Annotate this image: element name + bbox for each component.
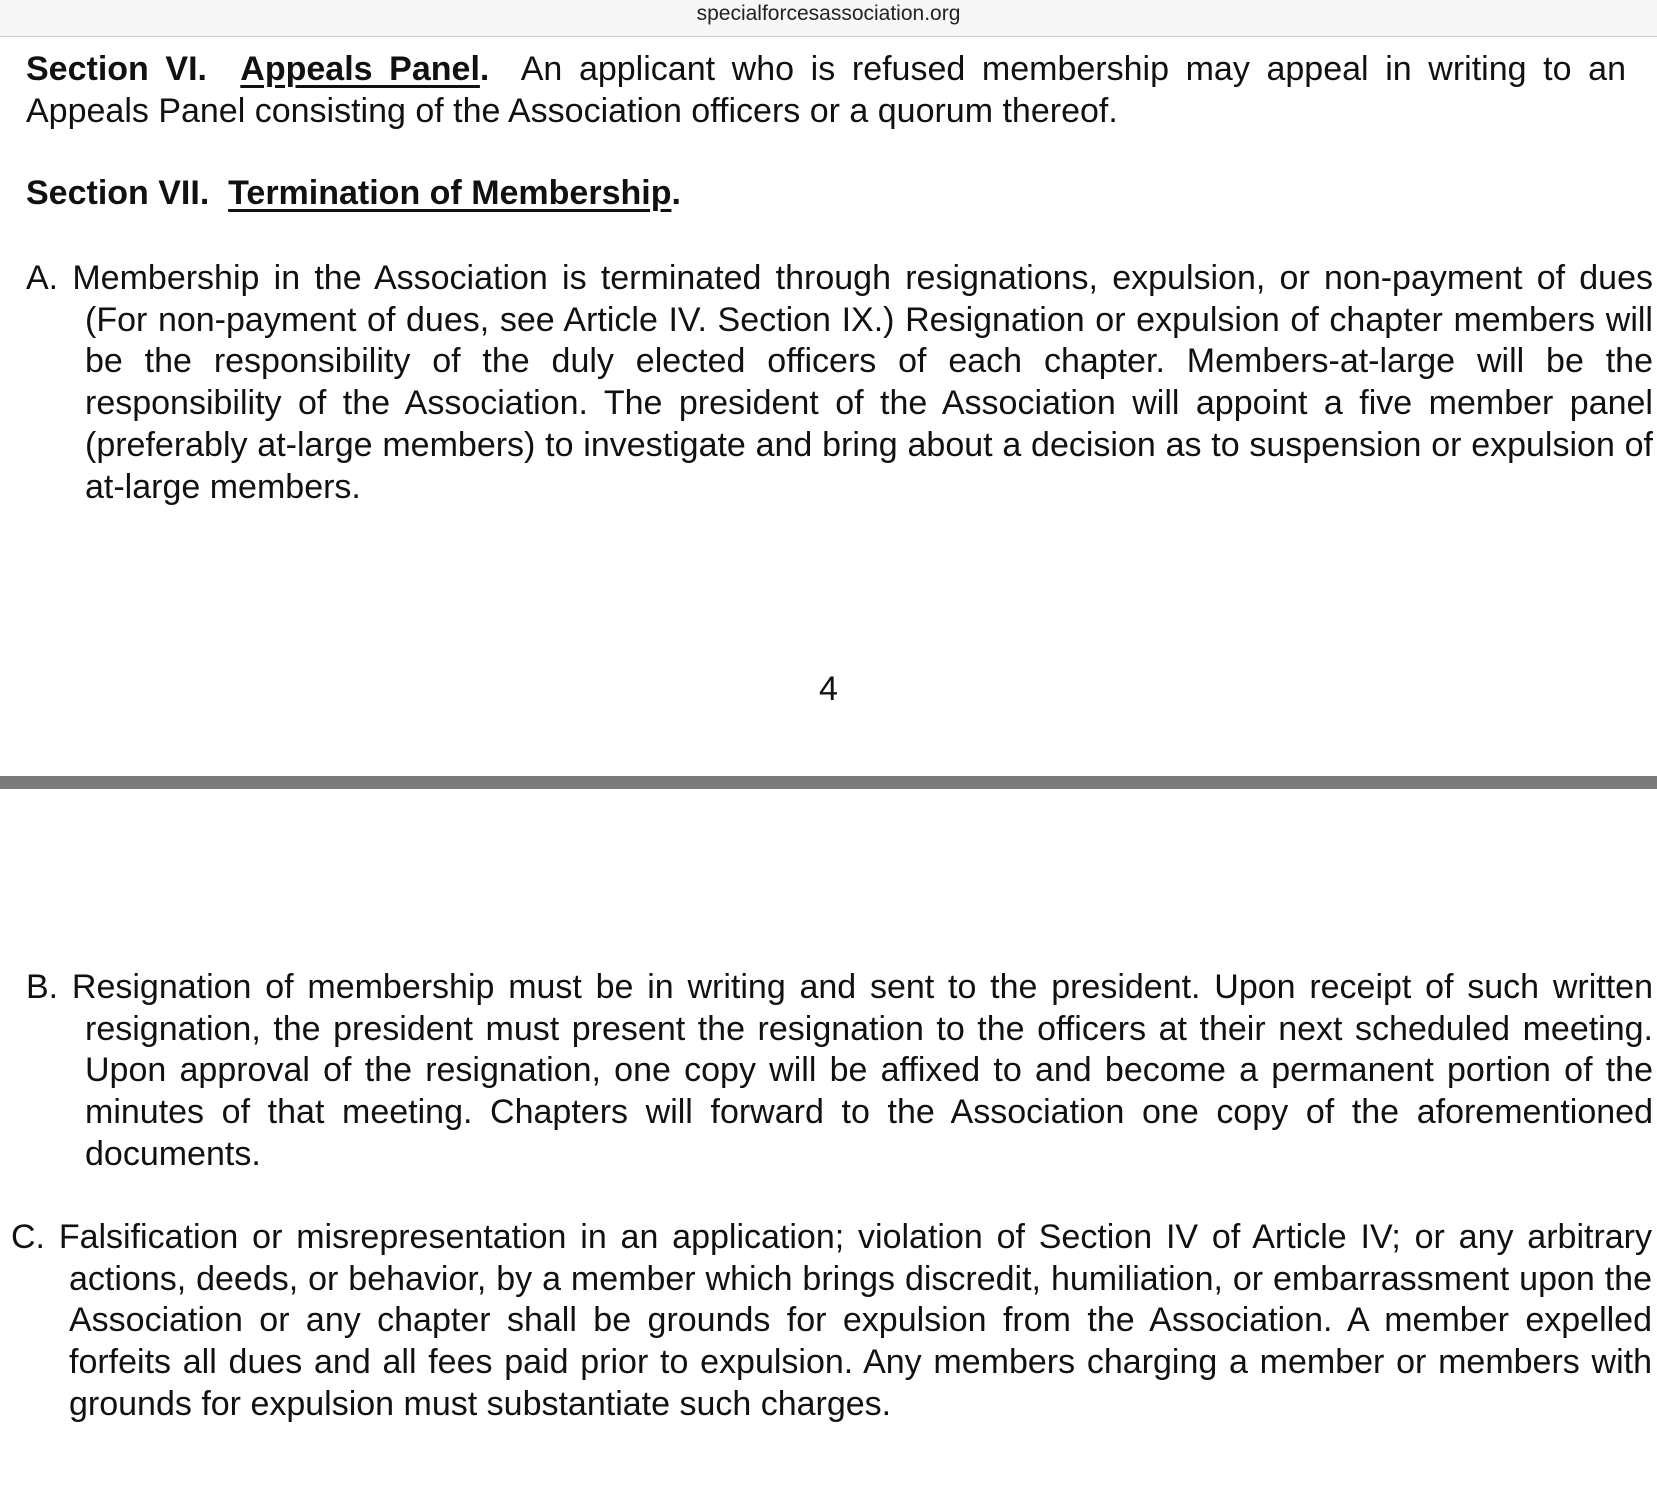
clause-c-text: Falsification or misrepresentation in an application; violation of Section IV of Article IV; or any arbitrary actions, deeds, or behavior, by a member which brings discredit, humiliation, or embarrassment upon the Association or any chapter shall be grounds for expulsion from the Association. A member expelled forfeits all dues and all fees paid prior to expulsion. Any members charging a member or members with grounds for expulsion must substantiate such charges. [58,1218,1653,1423]
clause-b [26,967,1653,1176]
section-vi-number: Section VI. [26,50,208,88]
clause-b-text: Resignation of membership must be in writing and sent to the president. Upon receipt of such written resignation, the president must present the resignation to the officers at their next scheduled meeting. Upon approval of the resignation, one copy will be affixed to and become a permanent portion of the minutes of that meeting. Chapters will forward to the Association one copy of the aforementioned documents. [71,968,1654,1173]
clause-c [11,1217,1652,1426]
section-vi-heading: Appeals Panel [240,50,480,88]
section-vii-heading-line [26,173,1626,215]
clause-c-label: C. [11,1218,45,1256]
page-divider [0,776,1657,789]
section-vi-heading-punct: . [479,50,490,88]
clause-a-text: Membership in the Association is terminated through resignations, expulsion, or non-payment of dues (For non-payment of dues, see Article IV. Section IX.) Resignation or expulsion of chapter members will be the responsibility of the duly elected officers of each chapter. Members-at-large will be the responsibility of the Association. The president of the Association will appoint a five member panel (preferably at-large members) to investigate and bring about a decision as to suspension or expulsion of at-large members. [72,259,1653,506]
clause-a-label: A. [26,259,59,297]
section-vi-paragraph [26,49,1626,132]
url-bar[interactable] [0,0,1657,37]
clause-b-label: B. [26,968,59,1006]
section-vii-heading: Termination of Membership [228,174,672,212]
url-domain: specialforcesassociation.org [696,2,961,25]
clause-a [26,258,1653,508]
section-vii-number: Section VII. [26,174,210,212]
section-vi-text: An applicant who is refused membership may appeal in writing to an Appeals Panel consisting of the Association officers or a quorum thereof. [26,50,1626,130]
section-vii-heading-punct: . [671,174,681,212]
page-number: 4 [819,670,838,708]
